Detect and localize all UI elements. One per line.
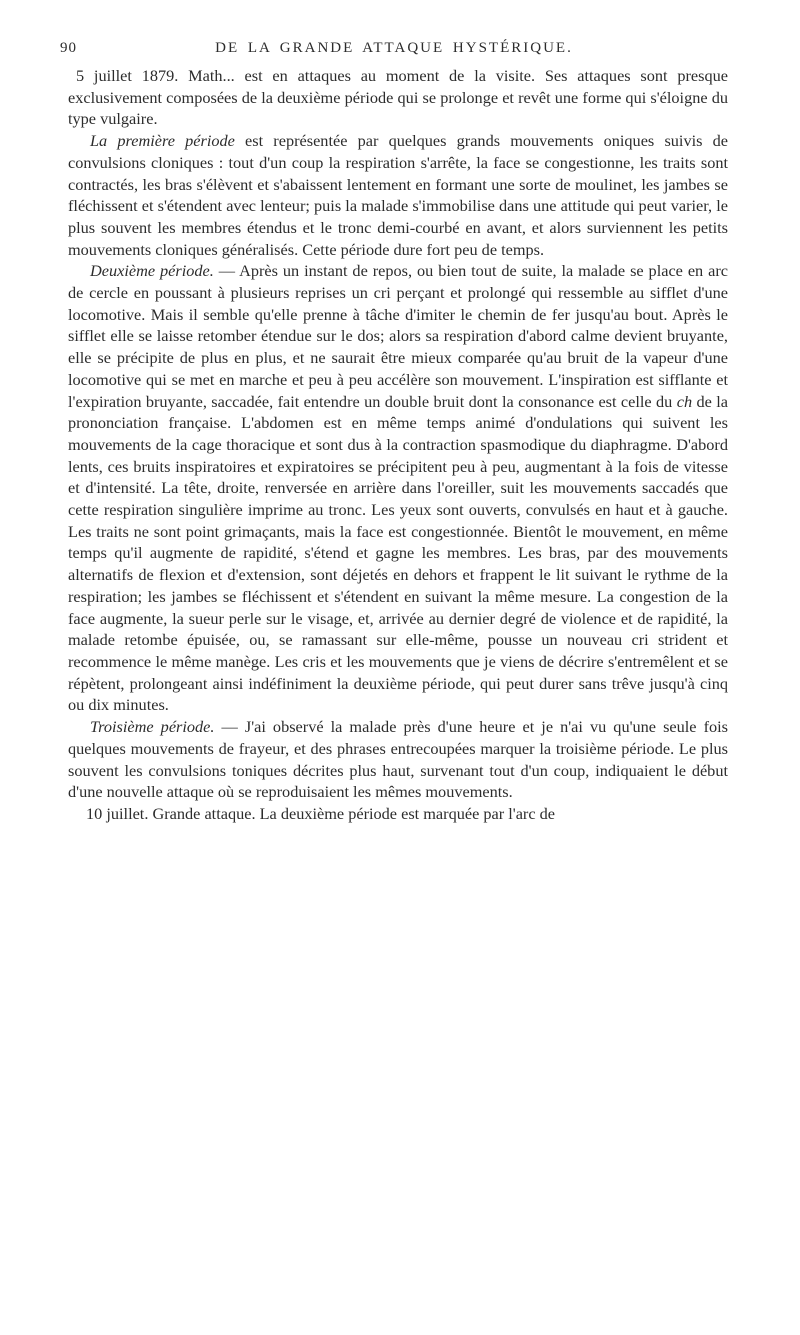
paragraph-second-period	[68, 260, 728, 716]
running-title: DE LA GRANDE ATTAQUE HYSTÉRIQUE.	[215, 40, 573, 56]
section-label-first-period: La première période	[90, 131, 235, 151]
paragraph-text: — J'ai observé la malade près d'une heure et je n'ai vu qu'une seule fois quelques mouvements de frayeur, et des phrases entrecoupées marquer la troisième période. Le plus souvent les convulsions toniques décrites plus haut, survenant tout d'un coup, indiquaient le début d'une nouvelle attaque où se reproduisaient les mêmes mouvements.	[68, 717, 729, 802]
paragraph-text: de la prononciation française. L'abdomen est en même temps animé d'ondulations qui suivent les mouvements de la cage thoracique et sont dus à la contraction spasmodique du diaphragme. D'abord lents, ces bruits inspiratoires et expiratoires se précipitent peu à peu, augmentant à la fois de vitesse et d'intensité. La tête, droite, renversée en arrière dans l'oreiller, suit les mouvements saccadés que cette respiration singulière imprime au tronc. Les yeux sont ouverts, convulsés en haut et à gauche. Les traits ne sont point grimaçants, mais la face est congestionnée. Bientôt le mouvement, en même temps qu'il augmente de rapidité, s'étend et gagne les membres. Les bras, par des mouvements alternatifs de flexion et d'extension, sont déjetés en dehors et frappent le lit suivant le rythme de la respiration; les jambes se fléchissent et s'étendent en suivant la même mesure. La congestion de la face augmente, la sueur perle sur le visage, et, arrivée au dernier degré de violence et de rapidité, la malade retombe épuisée, ou, se ramassant sur elle-même, pousse un nouveau cri strident et recommence le même manège. Les cris et les mouvements que je viens de décrire s'entremêlent et se répètent, prolongeant ainsi indéfiniment la deuxième période, qui peut durer sans trêve jusqu'à cinq ou dix minutes.	[68, 391, 728, 715]
italic-ch: ch	[676, 391, 693, 411]
paragraph-july-10	[68, 803, 728, 825]
body-text	[68, 65, 728, 825]
paragraph-text: 10 juillet. Grande attaque. La deuxième période est marquée par l'arc de	[86, 803, 556, 823]
paragraph-text: — Après un instant de repos, ou bien tout de suite, la malade se place en arc de cercle en poussant à plusieurs reprises un cri perçant et prolongé qui ressemble au sifflet d'une locomotive. Mais il semble qu'elle prenne à tâche d'imiter le chemin de fer jusqu'au bout. Après le sifflet elle se laisse retomber étendue sur le dos; alors sa respiration d'abord calme devient bruyante, elle se précipite de plus en plus, et ne saurait être mieux comparée qu'au bruit de la vapeur d'une locomotive qui se met en marche et peu à peu accélère son mouvement. L'inspiration est sifflante et l'expiration bruyante, saccadée, fait entendre un double bruit dont la consonance est celle du	[68, 261, 728, 411]
section-label-second-period: Deuxième période.	[90, 261, 214, 281]
paragraph-text: 5 juillet 1879. Math... est en attaques au moment de la visite. Ses attaques sont presque exclusivement composées de la deuxième période qui se prolonge et revêt une forme qui s'éloigne du type vulgaire.	[68, 66, 728, 129]
paragraph-text: est représentée par quelques grands mouvements oniques suivis de convulsions cloniques : tout d'un coup la respiration s'arrête, la face se congestionne, les traits sont contractés, les bras s'élèvent et s'abaissent lentement en formant une sorte de moulinet, les jambes se fléchissent et s'étendent avec lenteur; puis la malade s'immobilise dans une attitude qui peut varier, le plus souvent les membres étendus et le tronc demi-courbé en avant, et alors surviennent les petits mouvements cloniques généralisés. Cette période dure fort peu de temps.	[68, 131, 728, 259]
paragraph-july-5	[68, 65, 728, 130]
running-head	[60, 40, 728, 64]
paragraph-first-period	[68, 130, 728, 260]
paragraph-third-period	[68, 716, 728, 803]
section-label-third-period: Troisième période.	[90, 717, 215, 737]
page-number: 90	[60, 40, 77, 56]
